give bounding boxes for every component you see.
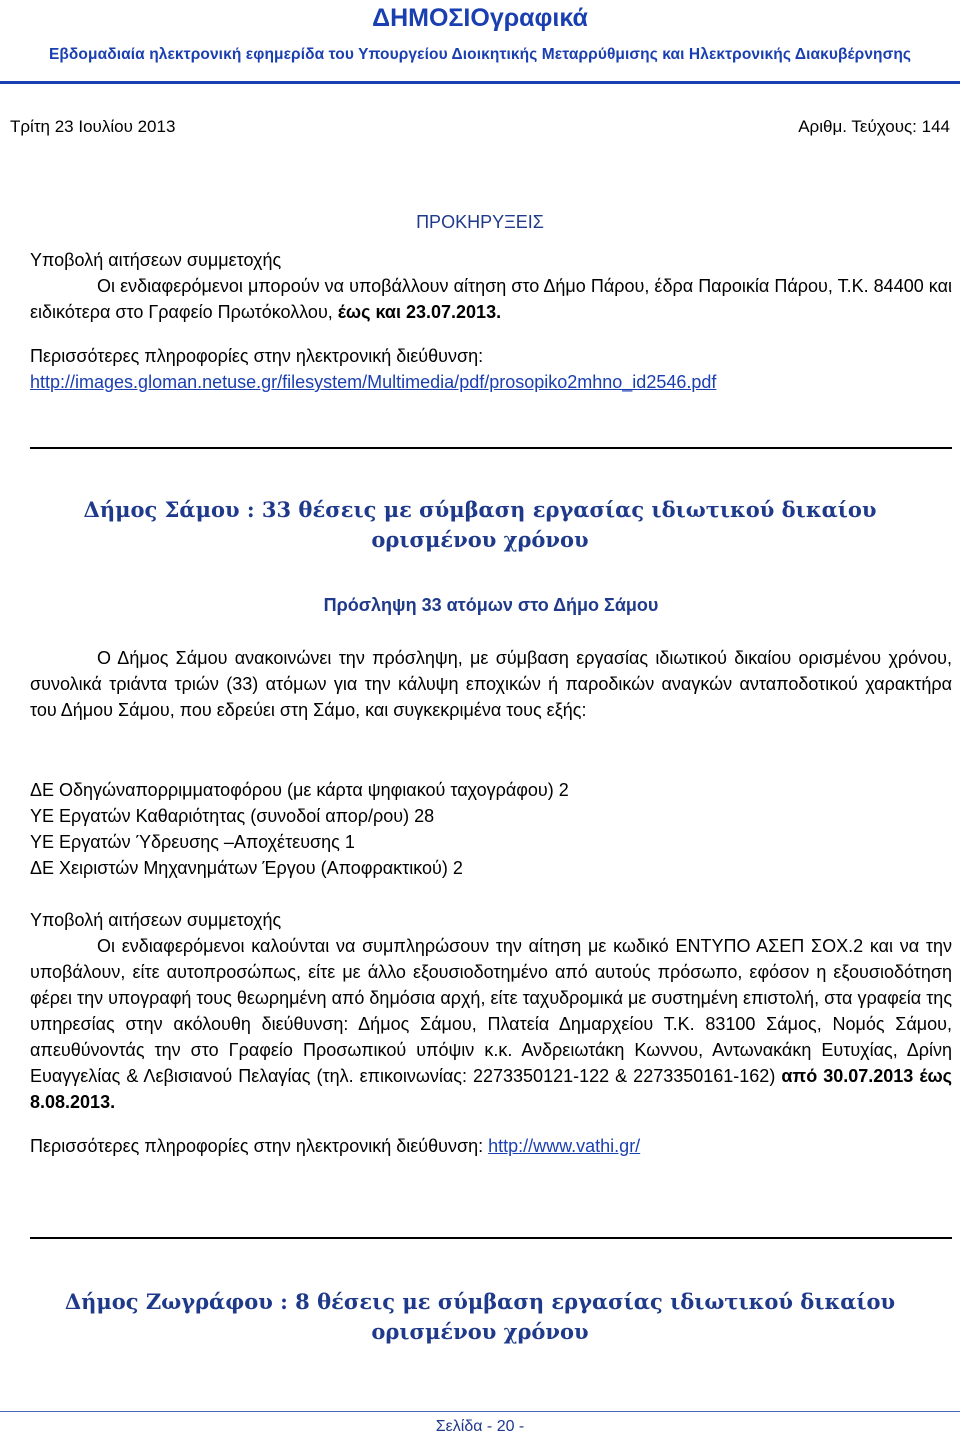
section-divider-2 <box>30 1237 952 1239</box>
paros-deadline: έως και 23.07.2013. <box>337 302 502 322</box>
section-divider-1 <box>30 447 952 449</box>
paros-apply-text <box>30 273 952 325</box>
paros-url-link[interactable]: http://images.gloman.netuse.gr/filesystem/Multimedia/pdf/prosopiko2mhno_id2546.pdf <box>30 372 717 392</box>
samos-apply <box>30 907 952 1159</box>
samos-info-label: Περισσότερες πληροφορίες στην ηλεκτρονική διεύθυνση: <box>30 1136 489 1156</box>
masthead-divider <box>0 81 960 84</box>
newspaper-title: ΔΗΜΟΣΙΟγραφικά <box>372 4 588 32</box>
position-item: ΥΕ Εργατών Καθαριότητας (συνοδοί απορ/ρου) 28 <box>30 806 435 826</box>
samos-apply-text: Οι ενδιαφερόμενοι καλούνται να συμπληρώσουν την αίτηση με κωδικό ΕΝΤΥΠΟ ΑΣΕΠ ΣΟΧ.2 και να την υποβάλουν, είτε αυτοπροσώπως, είτε με άλλο εξουσιοδοτημένο από αυτούς πρόσωπο, εφόσον η εξουσιοδότηση φέρει την υπογραφή τους θεωρημένη από δημόσια αρχή, είτε ταχυδρομικά με συστημένη επιστολή, στα γραφεία της υπηρεσίας στην ακόλουθη διεύθυνση: Δήμος Σάμου, Πλατεία Δημαρχείου Τ.Κ. 83100 Σάμος, Νομός Σάμου, απευθύνοντάς την στο Γραφείο Προσωπικού υπόψιν κ.κ. Ανδρειωτάκη Κωννου, Αντωνακάκη Ευτυχίας, Δρίνη Ευαγγελίας & Λεβισιανού Πελαγίας (τηλ. επικοινωνίας: 2273350121-122 & 2273350161-162) <box>30 936 952 1086</box>
position-item: ΔΕ Χειριστών Μηχανημάτων Έργου (Αποφρακτικού) 2 <box>30 858 463 878</box>
samos-title: Δήμος Σάμου : 33 θέσεις με σύμβαση εργασίας ιδιωτικού δικαίου ορισμένου χρόνου <box>83 497 877 552</box>
position-item: ΔΕ Οδηγώναπορριμματοφόρου (με κάρτα ψηφιακού ταχογράφου) 2 <box>30 780 569 800</box>
samos-apply-body <box>30 933 952 1115</box>
samos-url-link[interactable]: http://www.vathi.gr/ <box>488 1136 641 1156</box>
samos-apply-heading: Υποβολή αιτήσεων συμμετοχής <box>30 910 282 930</box>
samos-info <box>30 1133 952 1159</box>
samos-positions-list <box>30 777 952 881</box>
page-number: Σελίδα - 20 - <box>435 1418 525 1435</box>
paros-apply-heading: Υποβολή αιτήσεων συμμετοχής <box>30 250 282 270</box>
issue-number: Αριθμ. Τεύχους: 144 <box>798 117 950 136</box>
paros-text: Οι ενδιαφερόμενοι μπορούν να υποβάλλουν αίτηση στο Δήμο Πάρου, έδρα Παροικία Πάρου, Τ.Κ. 84400 και ειδικότερα στο Γραφείο Πρωτόκολλου, <box>30 276 952 322</box>
section-title: ΠΡΟΚΗΡΥΞΕΙΣ <box>416 212 544 232</box>
samos-subtitle: Πρόσληψη 33 ατόμων στο Δήμο Σάμου <box>323 595 659 615</box>
paros-notice <box>30 247 952 395</box>
samos-apply-deadline: από 30.07.2013 έως 8.08.2013. <box>30 1066 953 1112</box>
position-item: ΥΕ Εργατών Ύδρευσης –Αποχέτευσης 1 <box>30 832 355 852</box>
footer-divider <box>0 1411 960 1412</box>
zografou-title: Δήμος Ζωγράφου : 8 θέσεις με σύμβαση εργασίας ιδιωτικού δικαίου ορισμένου χρόνου <box>64 1289 896 1344</box>
paros-info-label: Περισσότερες πληροφορίες στην ηλεκτρονική διεύθυνση: <box>30 346 484 366</box>
newspaper-subtitle: Εβδομαδιαία ηλεκτρονική εφημερίδα του Υπουργείου Διοικητικής Μεταρρύθμισης και Ηλεκτρονικής Διακυβέρνησης <box>48 46 912 63</box>
issue-date: Τρίτη 23 Ιουλίου 2013 <box>10 117 176 136</box>
samos-intro: Ο Δήμος Σάμου ανακοινώνει την πρόσληψη, με σύμβαση εργασίας ιδιωτικού δικαίου ορισμένου χρόνου, συνολικά τριάντα τριών (33) ατόμων για την κάλυψη εποχικών ή παροδικών αναγκών ανταποδοτικού χαρακτήρα του Δήμου Σάμου, που εδρεύει στη Σάμο, και συγκεκριμένα τους εξής: <box>30 648 952 720</box>
